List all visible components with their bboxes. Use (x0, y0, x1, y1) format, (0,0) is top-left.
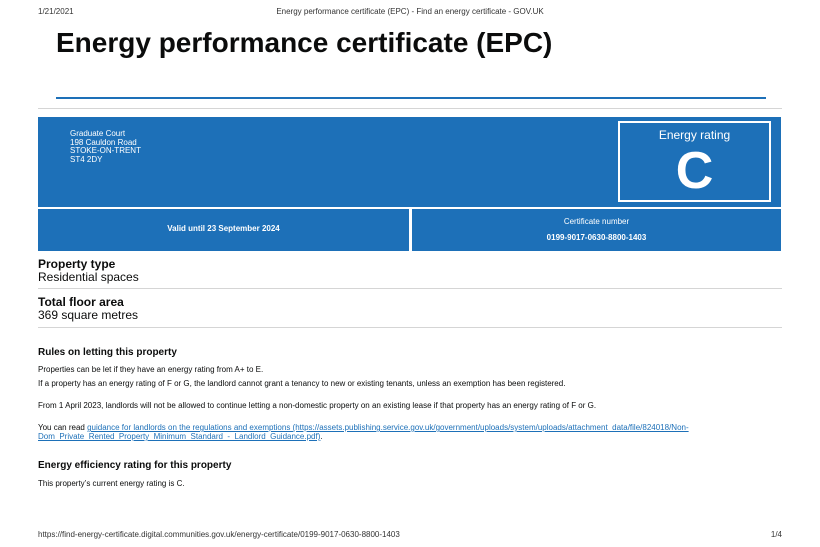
print-url: https://find-energy-certificate.digital.communities.gov.uk/energy-certificate/0199-9017-0630-8800-1403 (38, 530, 400, 539)
valid-until-text: Valid until 23 September 2024 (167, 224, 280, 233)
property-address (70, 130, 141, 164)
address-line-2: 198 Cauldon Road (70, 137, 137, 147)
property-type-value: Residential spaces (38, 270, 139, 284)
guidance-prefix: You can read (38, 423, 88, 432)
landlord-guidance-link[interactable]: guidance for landlords on the regulations and exemptions (https://assets.publishing.service.gov.uk/government/uploads/system/uploads/attachment_data/file/824018/Non-Dom_Private_Rented_Property_Minimum_Standard_-_Landlord_Guidance.pdf) (38, 423, 689, 441)
guidance-paragraph (38, 423, 758, 441)
title-underline (56, 97, 766, 99)
energy-rating-letter: C (675, 142, 714, 200)
print-page-title: Energy performance certificate (EPC) - Find an energy certificate - GOV.UK (276, 7, 544, 16)
energy-rating-box (618, 121, 771, 202)
certificate-summary-panel (38, 117, 781, 207)
summary-row-divider (38, 288, 782, 289)
address-line-3: STOKE-ON-TRENT (70, 146, 141, 155)
print-footer (38, 530, 782, 542)
floor-area-label: Total floor area (38, 295, 124, 309)
certificate-number-label: Certificate number (563, 217, 630, 226)
letting-rules-paragraph: From 1 April 2023, landlords will not be allowed to continue letting a non-domestic property on an existing lease if that property has an energy rating of F or G. (38, 401, 597, 410)
letting-rules-heading: Rules on letting this property (38, 347, 177, 358)
certificate-number-value: 0199-9017-0630-8800-1403 (546, 233, 647, 242)
property-type-label: Property type (38, 257, 116, 271)
divider (38, 108, 782, 109)
energy-rating-label: Energy rating (658, 128, 731, 142)
page-number: 1/4 (770, 530, 782, 539)
letting-rules-paragraph: Properties can be let if they have an energy rating from A+ to E. (38, 365, 264, 374)
summary-row-divider (38, 327, 782, 328)
address-postcode: ST4 2DY (70, 154, 103, 164)
efficiency-heading: Energy efficiency rating for this property (38, 460, 232, 471)
validity-panel (38, 209, 409, 251)
address-line-1: Graduate Court (70, 129, 126, 138)
print-header (38, 7, 782, 19)
certificate-number-panel (412, 209, 781, 251)
floor-area-value: 369 square metres (38, 308, 139, 322)
efficiency-text: This property’s current energy rating is C. (38, 479, 185, 488)
letting-rules-paragraph: If a property has an energy rating of F or G, the landlord cannot grant a tenancy to new or existing tenants, unless an exemption has been registered. (38, 379, 566, 388)
guidance-suffix: . (320, 432, 323, 441)
page-title: Energy performance certificate (EPC) (56, 27, 553, 58)
print-date: 1/21/2021 (38, 7, 74, 16)
